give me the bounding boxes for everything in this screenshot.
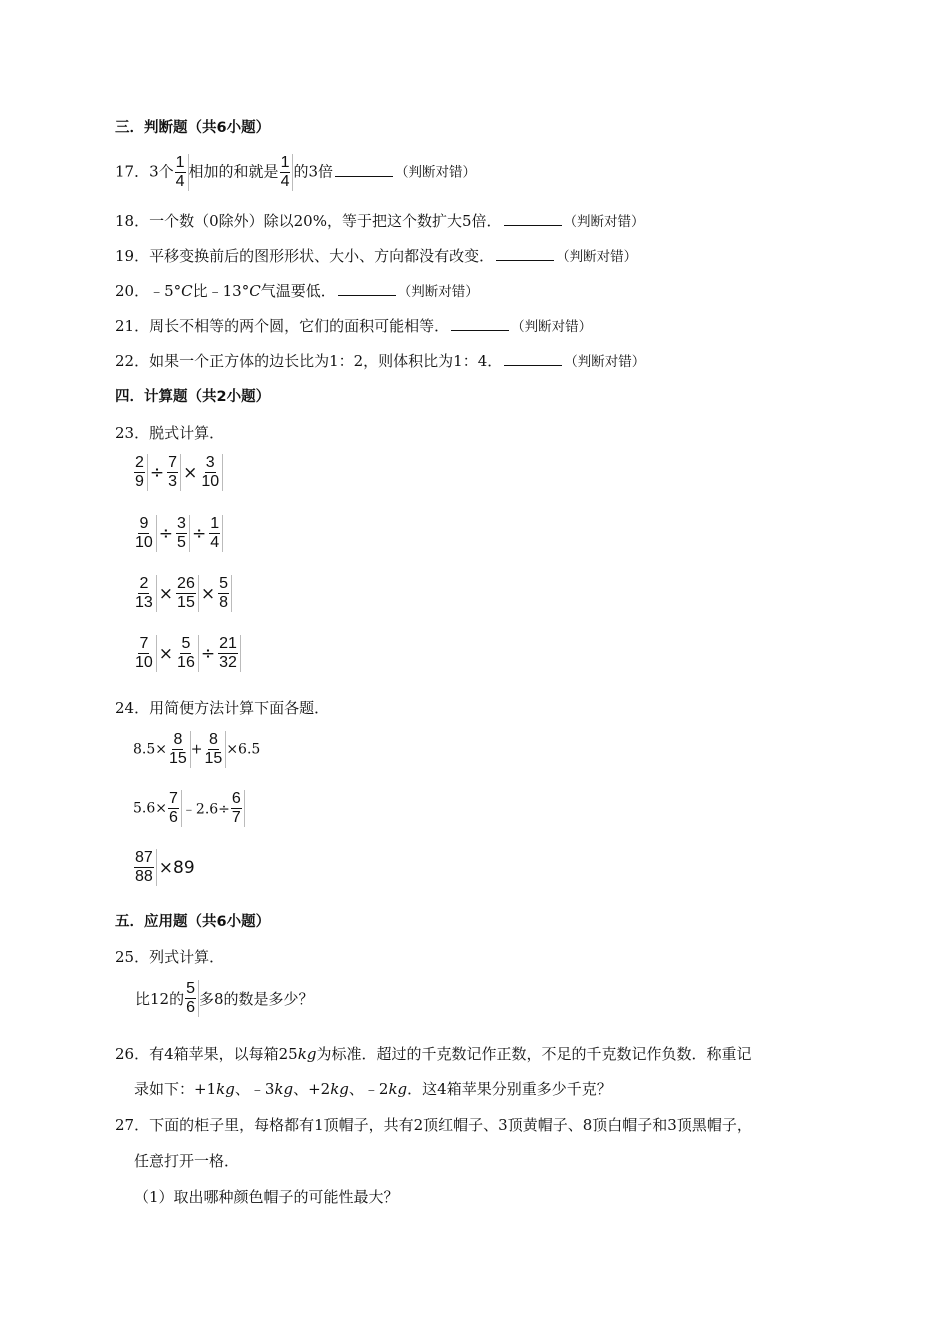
question-number: 24． [115, 699, 150, 717]
expr-text: 比12的 [135, 990, 185, 1008]
judge-hint: （判断对错） [395, 164, 477, 181]
question-number: 25． [115, 948, 150, 966]
fraction [199, 454, 223, 491]
numerator: 1 [210, 515, 220, 532]
denominator: 16 [177, 654, 195, 671]
denominator: 15 [177, 594, 195, 611]
question-27-line-1 [115, 1115, 752, 1135]
question-18 [115, 211, 645, 232]
expr-text: ﹣2.6÷ [181, 801, 230, 818]
numerator: 5 [186, 980, 195, 997]
denominator: 15 [169, 750, 187, 767]
denominator: 4 [280, 173, 290, 190]
q20-part: ﹣5° [149, 282, 182, 300]
q20-part: 比﹣13° [192, 282, 250, 300]
fraction [133, 515, 157, 552]
question-19 [115, 246, 637, 267]
q23-expression-1 [133, 454, 223, 491]
question-number: 19． [115, 247, 150, 265]
fraction [175, 575, 199, 612]
section-title-judgement: 三．判断题（共6小题） [115, 120, 271, 136]
fraction [230, 790, 245, 827]
answer-blank [504, 351, 562, 366]
question-text: 用简便方法计算下面各题． [149, 699, 330, 717]
question-number: 22． [115, 352, 150, 370]
question-text: 周长不相等的两个圆，它们的面积可能相等． [149, 317, 450, 335]
numerator: 6 [231, 790, 241, 807]
numerator: 87 [135, 849, 153, 866]
numerator: 7 [139, 635, 149, 652]
unit-kg: kg [388, 1080, 408, 1098]
q24-expression-2 [133, 790, 245, 827]
operator: × [200, 583, 216, 604]
question-26-line-2 [134, 1079, 612, 1099]
denominator: 5 [177, 534, 186, 551]
expr-text: + [190, 741, 203, 758]
fraction [167, 731, 191, 768]
numerator: 9 [139, 515, 149, 532]
numerator: 2 [135, 454, 144, 471]
question-text: 列式计算． [149, 948, 225, 966]
fraction [133, 454, 148, 491]
q23-expression-3 [133, 575, 232, 612]
denominator: 15 [204, 750, 223, 767]
question-number: 27． [115, 1116, 150, 1134]
question-text: 如果一个正方体的边长比为1：2，则体积比为1：4． [149, 352, 503, 370]
answer-blank [496, 246, 554, 261]
question-number: 20． [115, 282, 150, 300]
question-text: 、﹣2 [348, 1080, 389, 1098]
fraction [279, 154, 294, 191]
judge-hint: （判断对错） [556, 249, 638, 265]
denominator: 10 [135, 534, 153, 551]
question-text: 有4箱苹果，以每箱25 [149, 1045, 298, 1063]
question-number: 18． [115, 212, 150, 230]
denominator: 6 [169, 809, 178, 826]
question-23 [115, 423, 224, 443]
unit-kg: kg [216, 1080, 235, 1098]
numerator: 3 [205, 454, 215, 471]
fraction [217, 575, 232, 612]
q20-part: 气温要低． [260, 282, 336, 300]
numerator: 7 [169, 790, 178, 807]
expr-text: ×89 [158, 857, 195, 878]
judge-hint: （判断对错） [563, 214, 645, 230]
q20-unit: C [181, 282, 193, 300]
question-number: 23． [115, 424, 150, 442]
fraction [166, 454, 181, 491]
operator: ÷ [191, 523, 207, 544]
q24-expression-3 [133, 849, 197, 886]
section-title-application: 五．应用题（共6小题） [115, 914, 271, 930]
expr-text: 多8的数是多少？ [199, 990, 314, 1008]
question-24 [115, 698, 329, 718]
denominator: 6 [186, 999, 195, 1016]
q25-expression [135, 980, 314, 1017]
question-number: 26． [115, 1045, 150, 1063]
denominator: 88 [135, 868, 153, 885]
q17-text-2: 相加的和就是 [188, 162, 279, 181]
numerator: 26 [177, 575, 195, 592]
question-26-line-1 [115, 1044, 751, 1064]
question-22 [115, 351, 645, 372]
numerator: 2 [139, 575, 149, 592]
denominator: 8 [219, 594, 228, 611]
question-20 [115, 281, 479, 302]
fraction [175, 635, 199, 672]
question-text: 为标准．超过的千克数记作正数，不足的千克数记作负数．称重记 [316, 1045, 752, 1063]
denominator: 10 [201, 473, 220, 490]
denominator: 7 [231, 809, 241, 826]
question-text: 一个数（0除外）除以20%，等于把这个数扩大5倍． [149, 212, 502, 230]
q23-expression-2 [133, 515, 223, 552]
fraction [133, 575, 157, 612]
question-text: 脱式计算． [149, 424, 225, 442]
expr-text: ×6.5 [226, 741, 261, 758]
question-text: 录如下：+1 [134, 1080, 217, 1098]
fraction [217, 635, 241, 672]
question-text: ．这4箱苹果分别重多少千克？ [407, 1080, 612, 1098]
judge-hint: （判断对错） [564, 354, 646, 370]
unit-kg: kg [274, 1080, 294, 1098]
denominator: 4 [210, 534, 220, 551]
q17-text-1: 3个 [149, 162, 174, 181]
fraction [174, 154, 189, 191]
question-17 [115, 154, 476, 191]
answer-blank [335, 162, 393, 177]
section-title-calculation: 四．计算题（共2小题） [115, 389, 271, 405]
question-text: 、﹣3 [234, 1080, 275, 1098]
question-number: 17． [115, 162, 150, 181]
judge-hint: （判断对错） [397, 284, 479, 300]
operator: ÷ [158, 523, 174, 544]
q20-unit: C [249, 282, 261, 300]
question-21 [115, 316, 592, 337]
denominator: 3 [168, 473, 178, 490]
numerator: 21 [219, 635, 237, 652]
question-27-sub-1: （1）取出哪种颜色帽子的可能性最大？ [134, 1188, 399, 1206]
denominator: 9 [135, 473, 144, 490]
denominator: 10 [135, 654, 153, 671]
fraction [133, 849, 157, 886]
question-text: 下面的柜子里，每格都有1顶帽子，共有2顶红帽子、3顶黄帽子、8顶白帽子和3顶黑帽子， [149, 1116, 752, 1134]
question-text: 、+2 [293, 1080, 331, 1098]
unit-kg: kg [297, 1045, 317, 1063]
fraction [203, 731, 227, 768]
fraction [184, 980, 199, 1017]
operator: × [158, 643, 174, 664]
question-27-line-2: 任意打开一格． [134, 1152, 240, 1170]
fraction [208, 515, 223, 552]
question-number: 21． [115, 317, 150, 335]
answer-blank [504, 211, 562, 226]
fraction [175, 515, 190, 552]
fraction [133, 635, 157, 672]
numerator: 1 [280, 154, 290, 171]
expr-text: 8.5× [133, 741, 167, 758]
fraction [167, 790, 182, 827]
q24-expression-1 [133, 731, 260, 768]
q23-expression-4 [133, 635, 241, 672]
answer-blank [338, 281, 396, 296]
operator: × [158, 583, 174, 604]
numerator: 8 [173, 731, 183, 748]
denominator: 4 [175, 173, 185, 190]
denominator: 13 [135, 594, 153, 611]
answer-blank [451, 316, 509, 331]
numerator: 3 [177, 515, 186, 532]
numerator: 1 [175, 154, 185, 171]
expr-text: 5.6× [133, 800, 167, 817]
numerator: 8 [208, 731, 218, 748]
numerator: 7 [168, 454, 178, 471]
judge-hint: （判断对错） [511, 319, 593, 335]
operator: × [183, 462, 198, 483]
unit-kg: kg [330, 1080, 349, 1098]
numerator: 5 [181, 635, 191, 652]
operator: ÷ [200, 643, 216, 664]
question-text: 平移变换前后的图形形状、大小、方向都没有改变． [149, 247, 495, 265]
q17-text-3: 的3倍 [293, 162, 334, 181]
denominator: 32 [219, 654, 237, 671]
operator: ÷ [149, 462, 165, 483]
question-25 [115, 947, 224, 967]
numerator: 5 [219, 575, 228, 592]
